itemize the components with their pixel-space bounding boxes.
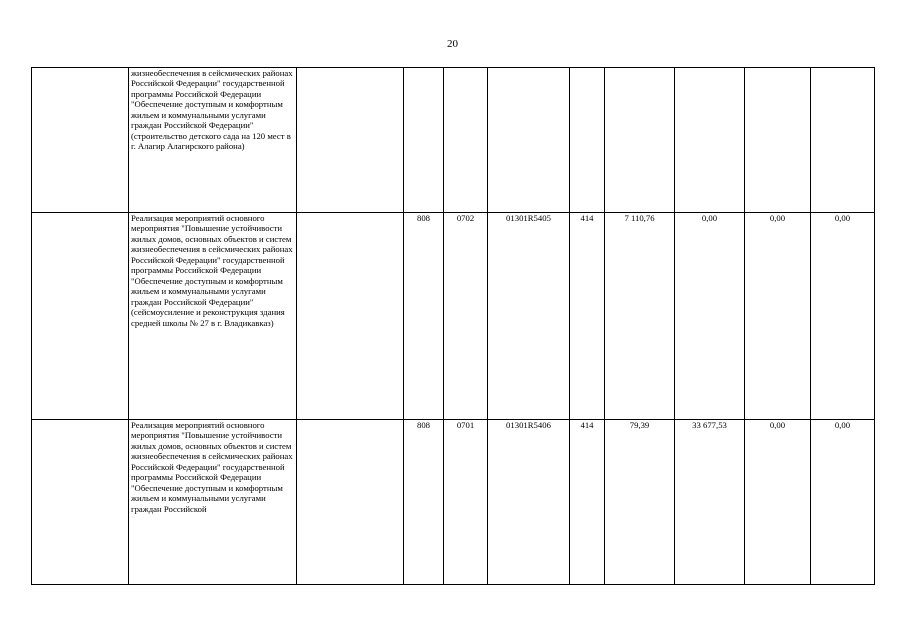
amount-3-cell: 0,00 xyxy=(745,213,811,420)
amount-2-cell: 33 677,53 xyxy=(675,420,745,585)
amount-2-cell: 0,00 xyxy=(675,213,745,420)
section-cell: 0701 xyxy=(444,420,488,585)
description-cell: жизнеобеспечения в сейсмических районах Российской Федерации" государственной программы Российской Федерации "Обеспечение доступным и комфортным жильем и коммунальными услугами граждан Российской Федерации" (строительство детского сада на 120 мест в г. Алагир Алагирского района) xyxy=(129,68,297,213)
extra-cell xyxy=(297,420,404,585)
expense-type-cell: 414 xyxy=(570,213,605,420)
section-cell: 0702 xyxy=(444,213,488,420)
table-row xyxy=(32,213,875,420)
description-cell: Реализация мероприятий основного мероприятия "Повышение устойчивости жилых домов, основных объектов и систем жизнеобеспечения в сейсмических районах Российской Федерации" государственной программы Российской Федерации "Обеспечение доступным и комфортным жильем и коммунальными услугами граждан Российской xyxy=(129,420,297,585)
row-number-cell xyxy=(32,213,129,420)
table-row xyxy=(32,420,875,585)
amount-3-cell: 0,00 xyxy=(745,420,811,585)
target-cell: 01301R5406 xyxy=(488,420,570,585)
target-cell xyxy=(488,68,570,213)
amount-3-cell xyxy=(745,68,811,213)
amount-1-cell: 79,39 xyxy=(605,420,675,585)
ministry-cell: 808 xyxy=(404,213,444,420)
amount-1-cell xyxy=(605,68,675,213)
ministry-cell: 808 xyxy=(404,420,444,585)
expense-type-cell: 414 xyxy=(570,420,605,585)
amount-4-cell: 0,00 xyxy=(811,213,875,420)
amount-1-cell: 7 110,76 xyxy=(605,213,675,420)
page-number: 20 xyxy=(447,38,458,50)
row-number-cell xyxy=(32,68,129,213)
expense-type-cell xyxy=(570,68,605,213)
ministry-cell xyxy=(404,68,444,213)
amount-4-cell xyxy=(811,68,875,213)
table-row xyxy=(32,68,875,213)
amount-4-cell: 0,00 xyxy=(811,420,875,585)
target-cell: 01301R5405 xyxy=(488,213,570,420)
row-number-cell xyxy=(32,420,129,585)
extra-cell xyxy=(297,68,404,213)
description-cell: Реализация мероприятий основного мероприятия "Повышение устойчивости жилых домов, основных объектов и систем жизнеобеспечения в сейсмических районах Российской Федерации" государственной программы Российской Федерации "Обеспечение доступным и комфортным жильем и коммунальными услугами граждан Российской Федерации" (сейсмоусиление и реконструкция здания средней школы № 27 в г. Владикавказ) xyxy=(129,213,297,420)
extra-cell xyxy=(297,213,404,420)
amount-2-cell xyxy=(675,68,745,213)
budget-table xyxy=(31,67,875,585)
section-cell xyxy=(444,68,488,213)
